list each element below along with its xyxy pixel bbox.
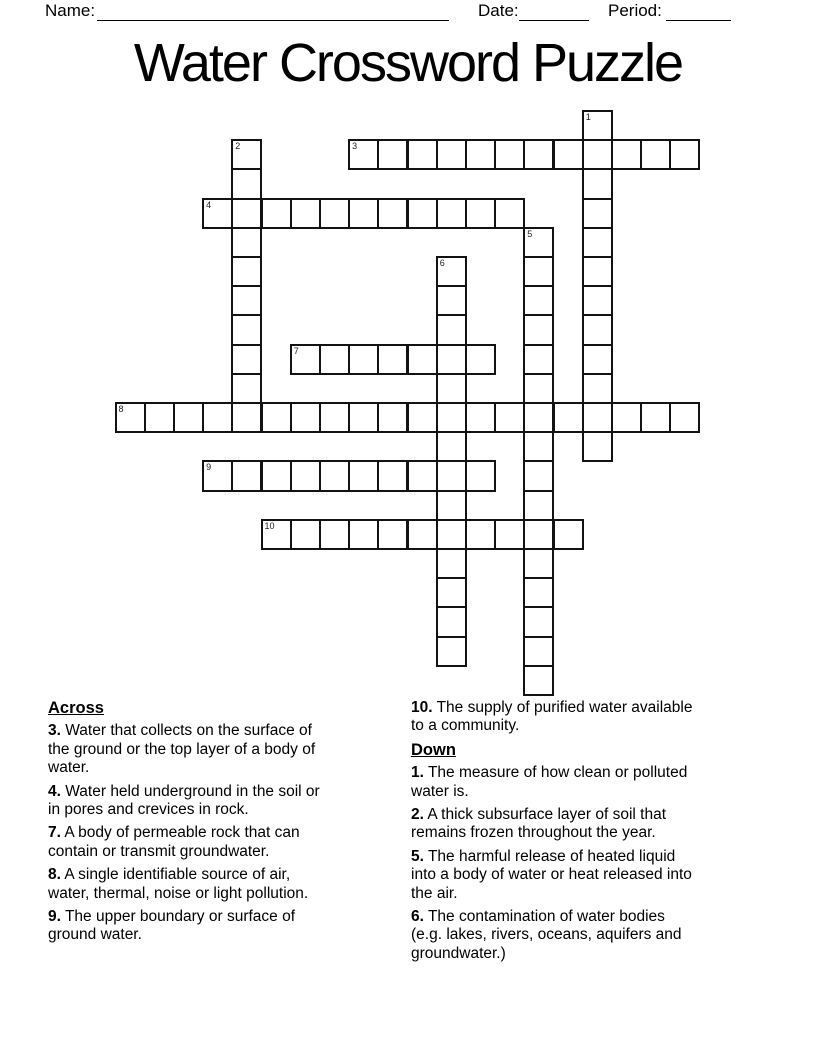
crossword-cell[interactable] xyxy=(231,227,262,258)
crossword-cell[interactable] xyxy=(377,198,408,229)
crossword-cell[interactable] xyxy=(202,198,233,229)
date-label: Date: xyxy=(478,1,519,20)
crossword-cell[interactable] xyxy=(290,519,321,550)
crossword-cell[interactable] xyxy=(231,314,262,345)
crossword-cell[interactable] xyxy=(582,198,613,229)
crossword-cell[interactable] xyxy=(582,373,613,404)
date-blank-line[interactable] xyxy=(519,3,589,21)
crossword-cell[interactable] xyxy=(523,344,554,375)
crossword-cell[interactable] xyxy=(523,314,554,345)
crossword-cell[interactable] xyxy=(523,256,554,287)
crossword-cell[interactable] xyxy=(523,577,554,608)
crossword-cell[interactable] xyxy=(173,402,204,433)
clue-item: 5. The harmful release of heated liquid into a body of water or heat released into the air. xyxy=(411,847,692,902)
crossword-cell[interactable] xyxy=(523,460,554,491)
crossword-cell[interactable] xyxy=(436,636,467,667)
clue-item: 7. A body of permeable rock that can contain or transmit groundwater. xyxy=(48,824,300,860)
clue-number: 1. xyxy=(411,764,424,782)
name-blank-line[interactable] xyxy=(97,3,449,21)
crossword-cell[interactable] xyxy=(436,606,467,637)
crossword-cell[interactable] xyxy=(582,256,613,287)
crossword-cell[interactable] xyxy=(553,402,584,433)
clue-number: 3. xyxy=(48,722,61,740)
cell-number: 5 xyxy=(527,228,533,239)
crossword-cell[interactable] xyxy=(231,198,262,229)
clue-item: 2. A thick subsurface layer of soil that remains frozen throughout the year. xyxy=(411,806,667,842)
crossword-cell[interactable] xyxy=(523,139,554,170)
crossword-cell[interactable] xyxy=(611,139,642,170)
crossword-cell[interactable] xyxy=(436,402,467,433)
crossword-cell[interactable] xyxy=(436,285,467,316)
crossword-cell[interactable] xyxy=(407,402,438,433)
crossword-cell[interactable] xyxy=(231,139,262,170)
crossword-cell[interactable] xyxy=(436,431,467,462)
name-label: Name: xyxy=(45,1,96,20)
crossword-cell[interactable] xyxy=(523,373,554,404)
cell-number: 9 xyxy=(206,462,212,473)
crossword-cell[interactable] xyxy=(144,402,175,433)
crossword-cell[interactable] xyxy=(261,198,292,229)
crossword-cell[interactable] xyxy=(261,402,292,433)
crossword-cell[interactable] xyxy=(231,373,262,404)
crossword-cell[interactable] xyxy=(231,344,262,375)
crossword-cell[interactable] xyxy=(582,139,613,170)
crossword-cell[interactable] xyxy=(261,460,292,491)
crossword-cell[interactable] xyxy=(523,490,554,521)
crossword-cell[interactable] xyxy=(582,344,613,375)
clue-number: 6. xyxy=(411,908,424,926)
crossword-cell[interactable] xyxy=(523,606,554,637)
crossword-cell[interactable] xyxy=(377,460,408,491)
crossword-cell[interactable] xyxy=(523,665,554,696)
crossword-cell[interactable] xyxy=(494,198,525,229)
crossword-cell[interactable] xyxy=(494,402,525,433)
clue-item: 8. A single identifiable source of air, water, thermal, noise or light pollution. xyxy=(48,866,309,902)
crossword-cell[interactable] xyxy=(582,402,613,433)
crossword-cell[interactable] xyxy=(494,139,525,170)
crossword-cell[interactable] xyxy=(231,168,262,199)
crossword-cell[interactable] xyxy=(582,168,613,199)
crossword-cell[interactable] xyxy=(231,460,262,491)
crossword-cell[interactable] xyxy=(465,344,496,375)
crossword-cell[interactable] xyxy=(407,139,438,170)
across-heading: Across xyxy=(48,699,104,717)
crossword-cell[interactable] xyxy=(115,402,146,433)
crossword-cell[interactable] xyxy=(523,636,554,667)
crossword-cell[interactable] xyxy=(348,198,379,229)
crossword-cell[interactable] xyxy=(377,139,408,170)
crossword-cell[interactable] xyxy=(669,139,700,170)
crossword-cell[interactable] xyxy=(436,490,467,521)
crossword-cell[interactable] xyxy=(202,402,233,433)
crossword-cell[interactable] xyxy=(377,402,408,433)
crossword-cell[interactable] xyxy=(582,227,613,258)
clue-number: 10. xyxy=(411,699,433,716)
crossword-cell[interactable] xyxy=(407,460,438,491)
crossword-cell[interactable] xyxy=(640,139,671,170)
crossword-cell[interactable] xyxy=(436,577,467,608)
page-title: Water Crossword Puzzle xyxy=(133,33,683,93)
clue-number: 5. xyxy=(411,847,424,865)
crossword-cell[interactable] xyxy=(319,344,350,375)
clue-item: 1. The measure of how clean or polluted water is. xyxy=(411,764,688,800)
crossword-cell[interactable] xyxy=(523,285,554,316)
crossword-cell[interactable] xyxy=(377,344,408,375)
crossword-cell[interactable] xyxy=(407,344,438,375)
crossword-cell[interactable] xyxy=(436,314,467,345)
crossword-cell[interactable] xyxy=(436,519,467,550)
cell-number: 8 xyxy=(118,404,124,414)
clue-item: 4. Water held underground in the soil or in pores and crevices in rock. xyxy=(48,782,320,819)
down-clue-list xyxy=(411,764,779,963)
crossword-cell[interactable] xyxy=(582,110,613,141)
cell-number: 7 xyxy=(293,345,299,356)
period-label: Period: xyxy=(608,1,662,20)
across-clue-list-continued xyxy=(411,699,779,736)
crossword-cell[interactable] xyxy=(348,460,379,491)
crossword-cell[interactable] xyxy=(348,402,379,433)
clue-item: 9. The upper boundary or surface of ground water. xyxy=(48,908,296,944)
crossword-cell[interactable] xyxy=(348,344,379,375)
crossword-cell[interactable] xyxy=(465,519,496,550)
crossword-cell[interactable] xyxy=(523,548,554,579)
cell-number: 3 xyxy=(352,141,358,152)
crossword-cell[interactable] xyxy=(319,198,350,229)
crossword-cell[interactable] xyxy=(582,314,613,345)
clue-item: 3. Water that collects on the surface of the ground or the top layer of a body of water. xyxy=(48,722,316,777)
cell-number: 1 xyxy=(585,112,591,122)
crossword-cell[interactable] xyxy=(436,460,467,491)
crossword-cell[interactable] xyxy=(523,402,554,433)
crossword-cell[interactable] xyxy=(523,431,554,462)
cell-number: 4 xyxy=(206,199,212,210)
crossword-cell[interactable] xyxy=(407,198,438,229)
crossword-cell[interactable] xyxy=(436,139,467,170)
crossword-cell[interactable] xyxy=(348,139,379,170)
period-blank-line[interactable] xyxy=(666,3,731,21)
crossword-cell[interactable] xyxy=(290,198,321,229)
crossword-cell[interactable] xyxy=(407,519,438,550)
clue-item: 10. The supply of purified water available to a community. xyxy=(411,699,693,735)
clues-column-left xyxy=(48,699,403,950)
crossword-cell[interactable] xyxy=(290,402,321,433)
crossword-cell[interactable] xyxy=(436,344,467,375)
crossword-cell[interactable] xyxy=(582,285,613,316)
crossword-cell[interactable] xyxy=(611,402,642,433)
crossword-cell[interactable] xyxy=(465,402,496,433)
clue-number: 7. xyxy=(48,824,61,842)
crossword-cell[interactable] xyxy=(377,519,408,550)
across-clue-list xyxy=(48,722,403,944)
cell-number: 6 xyxy=(439,258,445,268)
crossword-cell[interactable] xyxy=(436,256,467,287)
clue-number: 9. xyxy=(48,908,61,926)
crossword-cell[interactable] xyxy=(465,139,496,170)
crossword-cell[interactable] xyxy=(436,198,467,229)
crossword-cell[interactable] xyxy=(640,402,671,433)
cell-number: 10 xyxy=(264,520,275,531)
crossword-cell[interactable] xyxy=(290,344,321,375)
crossword-cell[interactable] xyxy=(436,548,467,579)
crossword-cell[interactable] xyxy=(465,198,496,229)
crossword-cell[interactable] xyxy=(523,519,554,550)
crossword-cell[interactable] xyxy=(231,402,262,433)
clues-column-right xyxy=(411,699,779,968)
clue-item: 6. The contamination of water bodies (e.g. lakes, rivers, oceans, aquifers and groundwater.) xyxy=(411,908,682,962)
down-heading: Down xyxy=(411,740,456,759)
clue-number: 2. xyxy=(411,806,424,824)
crossword-cell[interactable] xyxy=(523,227,554,258)
crossword-cell[interactable] xyxy=(669,402,700,433)
clue-number: 4. xyxy=(48,782,61,800)
crossword-cell[interactable] xyxy=(319,402,350,433)
crossword-cell[interactable] xyxy=(231,256,262,287)
crossword-cell[interactable] xyxy=(465,460,496,491)
crossword-cell[interactable] xyxy=(319,460,350,491)
crossword-cell[interactable] xyxy=(202,460,233,491)
crossword-cell[interactable] xyxy=(553,519,584,550)
crossword-cell[interactable] xyxy=(553,139,584,170)
crossword-cell[interactable] xyxy=(261,519,292,550)
crossword-cell[interactable] xyxy=(348,519,379,550)
crossword-cell[interactable] xyxy=(494,519,525,550)
crossword-cell[interactable] xyxy=(319,519,350,550)
crossword-cell[interactable] xyxy=(231,285,262,316)
crossword-cell[interactable] xyxy=(436,373,467,404)
cell-number: 2 xyxy=(235,141,241,152)
crossword-cell[interactable] xyxy=(582,431,613,462)
clue-number: 8. xyxy=(48,866,61,884)
crossword-cell[interactable] xyxy=(290,460,321,491)
